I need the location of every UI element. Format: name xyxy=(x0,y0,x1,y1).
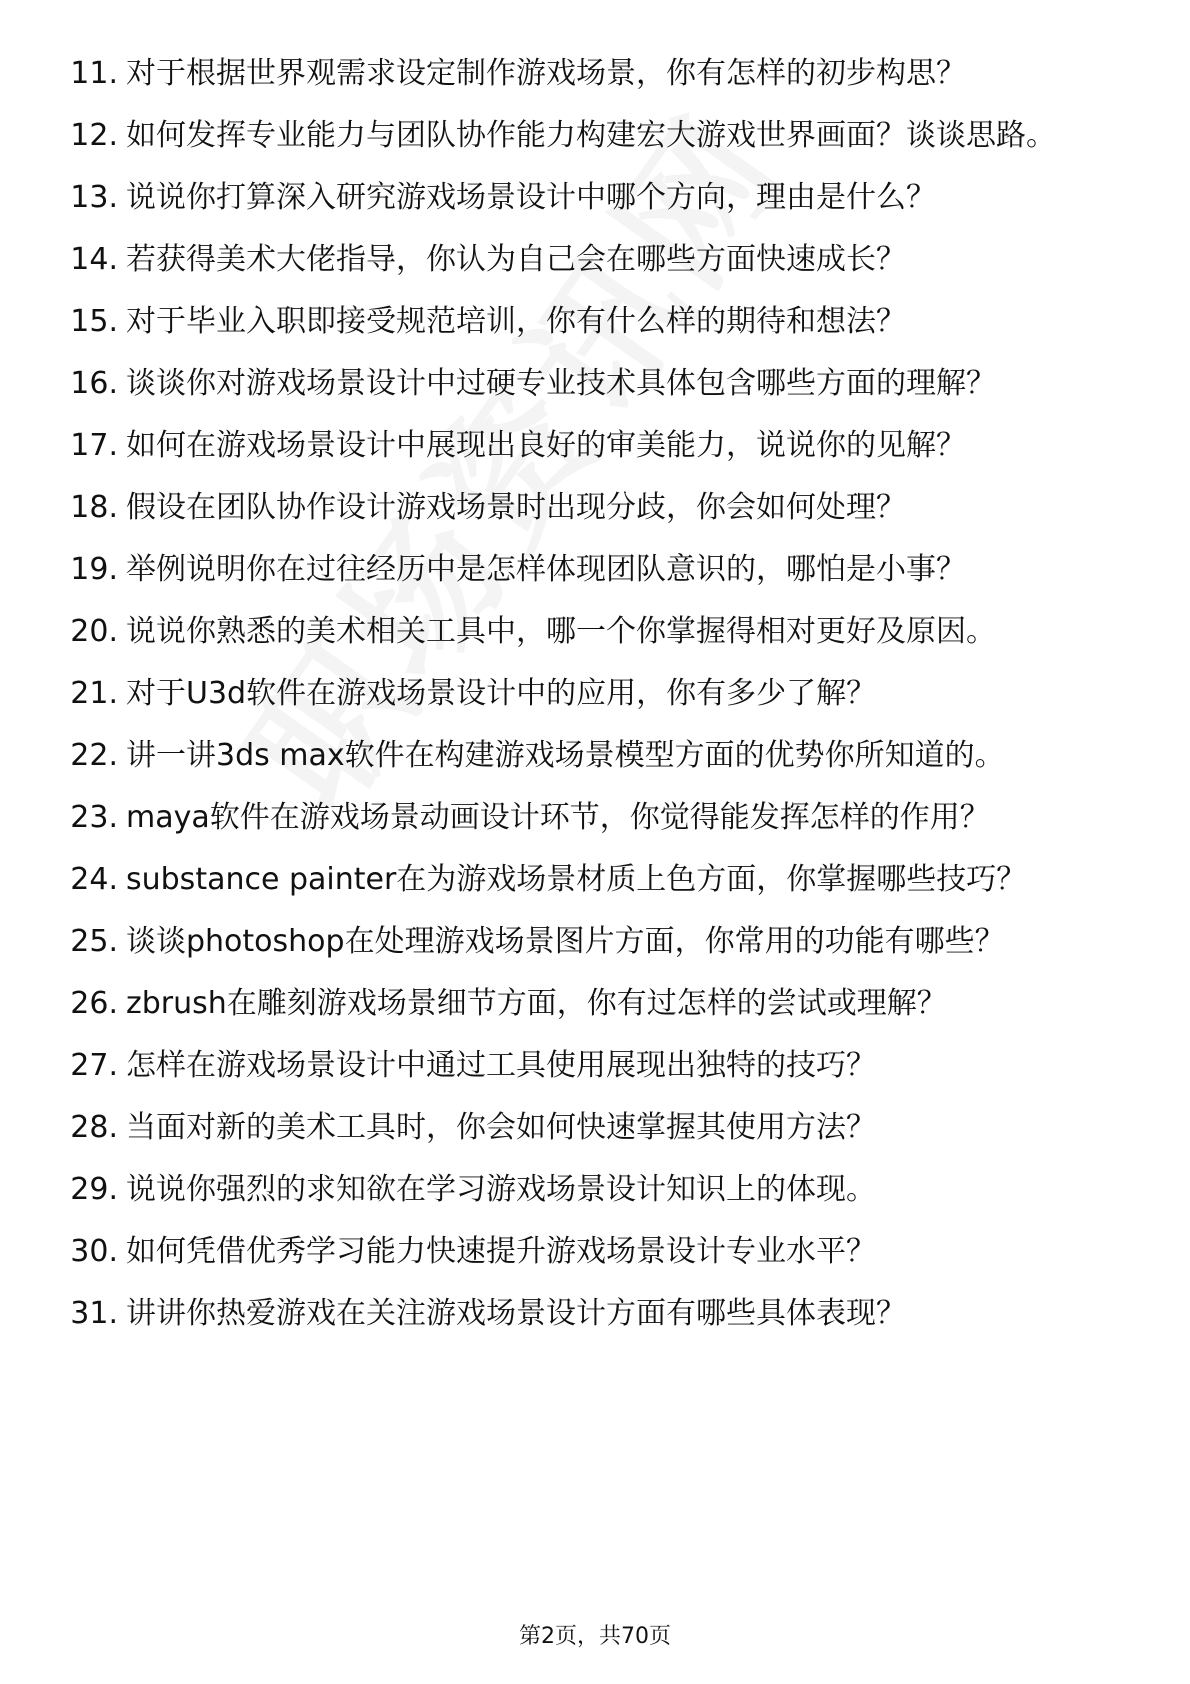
question-number: 20. xyxy=(70,614,118,649)
question-number: 23. xyxy=(70,800,118,835)
question-number: 18. xyxy=(70,490,118,525)
question-number: 16. xyxy=(70,366,118,401)
list-item xyxy=(56,240,1136,279)
question-number: 22. xyxy=(70,738,118,773)
list-item xyxy=(56,550,1136,589)
list-item xyxy=(56,1170,1136,1209)
question-text: 当面对新的美术工具时，你会如何快速掌握其使用方法？ xyxy=(126,1110,876,1145)
question-number: 24. xyxy=(70,862,118,897)
page-number-label: 第2页，共70页 xyxy=(519,1624,671,1649)
list-item xyxy=(56,116,1136,155)
list-item xyxy=(56,302,1136,341)
list-item xyxy=(56,488,1136,527)
question-text: 对于毕业入职即接受规范培训，你有什么样的期待和想法？ xyxy=(126,304,906,339)
question-text: 讲一讲3ds max软件在构建游戏场景模型方面的优势你所知道的。 xyxy=(126,738,1005,773)
question-text: 若获得美术大佬指导，你认为自己会在哪些方面快速成长？ xyxy=(126,242,906,277)
list-item xyxy=(56,984,1136,1023)
question-number: 27. xyxy=(70,1048,118,1083)
page-footer xyxy=(0,1619,1190,1650)
list-item xyxy=(56,364,1136,403)
question-text: 说说你强烈的求知欲在学习游戏场景设计知识上的体现。 xyxy=(126,1172,876,1207)
question-text: 谈谈photoshop在处理游戏场景图片方面，你常用的功能有哪些？ xyxy=(126,924,1005,959)
question-text: 对于根据世界观需求设定制作游戏场景，你有怎样的初步构思？ xyxy=(126,56,966,91)
list-item xyxy=(56,736,1136,775)
question-number: 13. xyxy=(70,180,118,215)
question-text: 说说你打算深入研究游戏场景设计中哪个方向，理由是什么？ xyxy=(126,180,936,215)
question-list xyxy=(56,54,1136,1356)
question-number: 30. xyxy=(70,1234,118,1269)
question-text: substance painter在为游戏场景材质上色方面，你掌握哪些技巧？ xyxy=(126,862,1027,897)
question-text: 说说你熟悉的美术相关工具中，哪一个你掌握得相对更好及原因。 xyxy=(126,614,996,649)
question-text: 如何在游戏场景设计中展现出良好的审美能力，说说你的见解？ xyxy=(126,428,966,463)
list-item xyxy=(56,1108,1136,1147)
question-text: 如何凭借优秀学习能力快速提升游戏场景设计专业水平？ xyxy=(126,1234,876,1269)
question-text: zbrush在雕刻游戏场景细节方面，你有过怎样的尝试或理解？ xyxy=(126,986,947,1021)
question-number: 25. xyxy=(70,924,118,959)
list-item xyxy=(56,674,1136,713)
list-item xyxy=(56,426,1136,465)
question-number: 17. xyxy=(70,428,118,463)
question-number: 31. xyxy=(70,1296,118,1331)
list-item xyxy=(56,798,1136,837)
question-text: 如何发挥专业能力与团队协作能力构建宏大游戏世界画面？谈谈思路。 xyxy=(126,118,1056,153)
question-number: 14. xyxy=(70,242,118,277)
question-number: 19. xyxy=(70,552,118,587)
list-item xyxy=(56,1232,1136,1271)
question-number: 15. xyxy=(70,304,118,339)
question-number: 11. xyxy=(70,56,118,91)
question-text: 举例说明你在过往经历中是怎样体现团队意识的，哪怕是小事？ xyxy=(126,552,966,587)
list-item xyxy=(56,612,1136,651)
question-text: 怎样在游戏场景设计中通过工具使用展现出独特的技巧？ xyxy=(126,1048,876,1083)
question-text: maya软件在游戏场景动画设计环节，你觉得能发挥怎样的作用？ xyxy=(126,800,990,835)
question-text: 假设在团队协作设计游戏场景时出现分歧，你会如何处理？ xyxy=(126,490,906,525)
question-number: 28. xyxy=(70,1110,118,1145)
list-item xyxy=(56,922,1136,961)
question-text: 谈谈你对游戏场景设计中过硬专业技术具体包含哪些方面的理解？ xyxy=(126,366,996,401)
question-text: 讲讲你热爱游戏在关注游戏场景设计方面有哪些具体表现？ xyxy=(126,1296,906,1331)
list-item xyxy=(56,860,1136,899)
question-number: 26. xyxy=(70,986,118,1021)
list-item xyxy=(56,1046,1136,1085)
question-number: 29. xyxy=(70,1172,118,1207)
list-item xyxy=(56,54,1136,93)
question-number: 12. xyxy=(70,118,118,153)
list-item xyxy=(56,1294,1136,1333)
question-number: 21. xyxy=(70,676,118,711)
list-item xyxy=(56,178,1136,217)
question-text: 对于U3d软件在游戏场景设计中的应用，你有多少了解？ xyxy=(126,676,877,711)
